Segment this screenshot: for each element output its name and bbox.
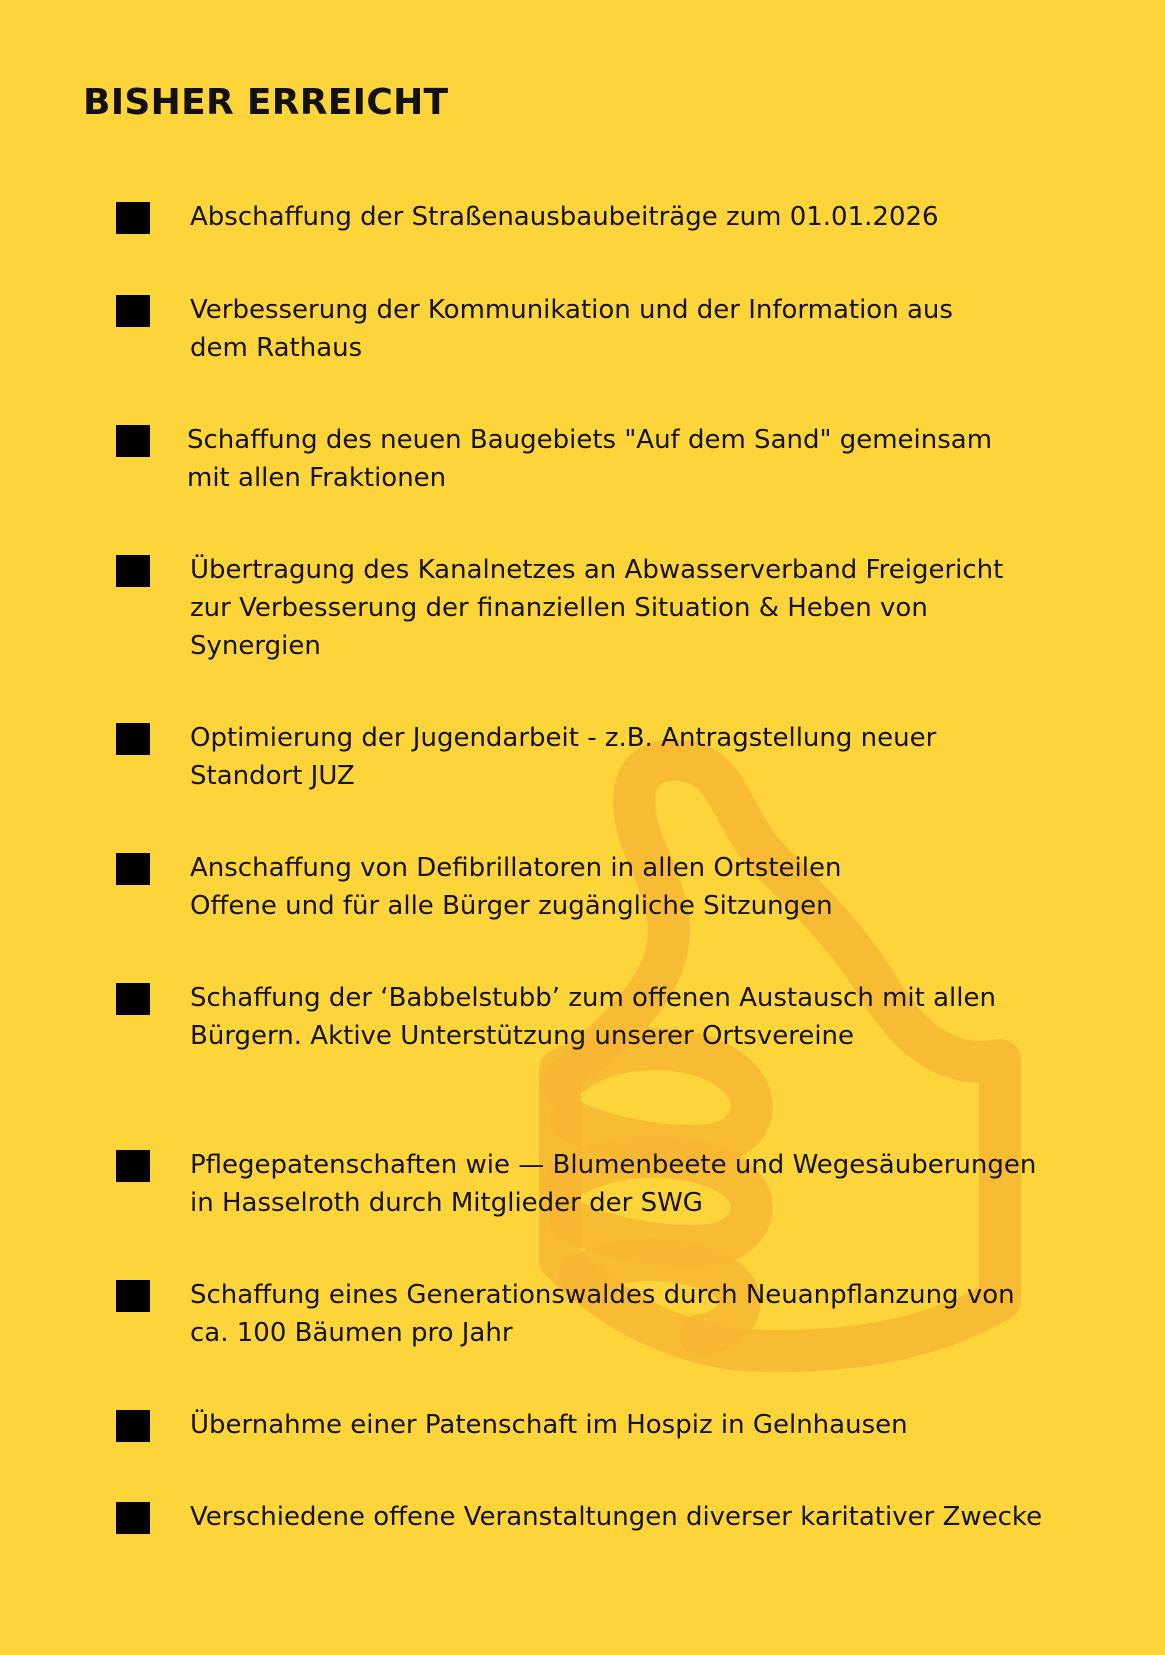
- bullet-square-icon: [116, 1280, 150, 1312]
- bullet-square-icon: [116, 1502, 150, 1534]
- list-item-text: Schaffung eines Generationswaldes durch Neuanpflanzung von ca. 100 Bäumen pro Jahr: [190, 1280, 1015, 1348]
- page-title: BISHER ERREICHT: [83, 82, 449, 123]
- list-item-text: Übertragung des Kanalnetzes an Abwasserverband Freigericht zur Verbesserung der finanziellen Situation & Heben von Synergien: [190, 555, 1004, 661]
- list-item-text: Schaffung des neuen Baugebiets "Auf dem Sand" gemeinsam mit allen Fraktionen: [187, 425, 993, 493]
- bullet-square-icon: [116, 983, 150, 1015]
- list-item-text: Abschaffung der Straßenausbaubeiträge zum 01.01.2026: [190, 202, 939, 232]
- list-item-text: Schaffung der ‘Babbelstubb’ zum offenen Austausch mit allen Bürgern. Aktive Unterstützung unserer Ortsvereine: [190, 983, 996, 1051]
- list-item-text: Verbesserung der Kommunikation und der Information aus dem Rathaus: [190, 295, 953, 363]
- list-item-text: Übernahme einer Patenschaft im Hospiz in Gelnhausen: [190, 1410, 908, 1440]
- bullet-square-icon: [116, 202, 150, 234]
- bullet-square-icon: [116, 1150, 150, 1182]
- list-item-text: Verschiedene offene Veranstaltungen diverser karitativer Zwecke: [190, 1502, 1043, 1532]
- bullet-square-icon: [116, 853, 150, 885]
- bullet-square-icon: [116, 555, 150, 587]
- bullet-square-icon: [116, 425, 150, 457]
- bullet-square-icon: [116, 295, 150, 327]
- list-item-text: Pflegepatenschaften wie — Blumenbeete und Wegesäuberungen in Hasselroth durch Mitglieder der SWG: [190, 1150, 1037, 1218]
- list-item-text: Optimierung der Jugendarbeit - z.B. Antragstellung neuer Standort JUZ: [190, 723, 937, 791]
- bullet-square-icon: [116, 723, 150, 755]
- bullet-square-icon: [116, 1410, 150, 1442]
- list-item-text: Anschaffung von Defibrillatoren in allen Ortsteilen Offene und für alle Bürger zugängliche Sitzungen: [190, 853, 842, 921]
